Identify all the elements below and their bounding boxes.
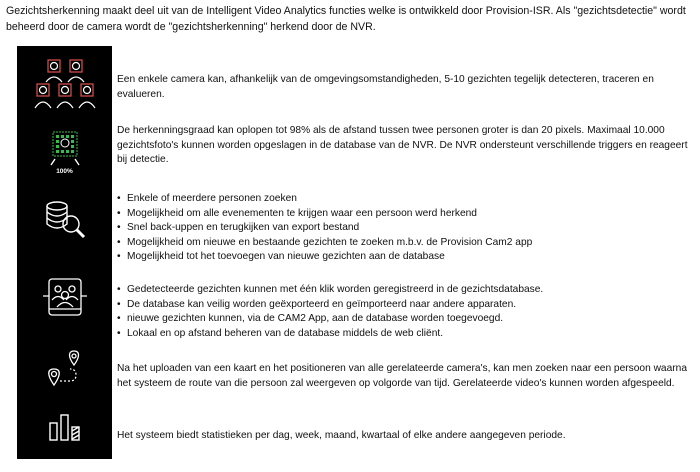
row-5-text xyxy=(117,362,692,391)
list-item: • Mogelijkheid om alle evenementen te krijgen waar een persoon werd herkend xyxy=(117,207,692,222)
row-2-paragraph: De herkenningsgraad kan oplopen tot 98% als de afstand tussen twee personen groter is dan 20 pixels. Maximaal 10.000 gezichtsfoto's kunnen worden opgeslagen in de database van de NVR. De NVR ondersteunt verschillende triggers en reageert bij detectie. xyxy=(117,125,688,165)
statistics-icon xyxy=(17,402,112,452)
row-1-paragraph: Een enkele camera kan, afhankelijk van de omgevingsomstandigheden, 5-10 gezichten tegelijk detecteren, traceren en evalueren. xyxy=(117,74,654,100)
list-item: • De database kan veilig worden geëxporteerd en geïmporteerd naar andere apparaten. xyxy=(117,298,692,313)
list-item: • Mogelijkheid tot het toevoegen van nieuwe gezichten aan de database xyxy=(117,250,692,265)
row-6-paragraph: Het systeem biedt statistieken per dag, week, maand, kwartaal of elke andere aangegeven periode. xyxy=(117,430,566,441)
row-3-text xyxy=(117,192,692,265)
list-item: • nieuwe gezichten kunnen, via de CAM2 App, aan de database worden toegevoegd. xyxy=(117,312,692,327)
tablet-group-icon xyxy=(17,268,112,326)
list-item: • Gedetecteerde gezichten kunnen met één klik worden geregistreerd in de gezichtsdatabase. xyxy=(117,283,692,298)
route-map-icon xyxy=(17,342,112,394)
list-item: • Mogelijkheid om nieuwe en bestaande gezichten te zoeken m.b.v. de Provision Cam2 app xyxy=(117,236,692,251)
list-item: • Snel back-uppen en terugkijken van export bestand xyxy=(117,221,692,236)
face-recognition-icon xyxy=(17,126,112,182)
row-6-text xyxy=(117,429,692,444)
row-3-bullet-list xyxy=(117,192,692,265)
row-1-text xyxy=(117,73,692,102)
icon-column xyxy=(17,46,112,459)
row-4-bullet-list xyxy=(117,283,692,341)
list-item: • Enkele of meerdere personen zoeken xyxy=(117,192,692,207)
row-5-paragraph: Na het uploaden van een kaart en het positioneren van alle gerelateerde camera's, kan men zoeken naar een persoon waarna het systeem de route van die persoon zal weergeven op volgorde van tijd. Gerelateerde video's kunnen worden afgespeeld. xyxy=(117,363,687,389)
intro-paragraph: Gezichtsherkenning maakt deel uit van de Intelligent Video Analytics functies welke is ontwikkeld door Provision-ISR. Als "gezichtsdetectie" wordt beheerd door de camera wordt de "gezichtsherkenning" herkend door de NVR. xyxy=(6,5,686,33)
database-search-icon xyxy=(17,192,112,248)
recognition-percentage: 100% xyxy=(56,168,73,175)
people-detection-icon xyxy=(17,54,112,116)
list-item: • Lokaal en op afstand beheren van de database middels de web cliënt. xyxy=(117,327,692,342)
row-2-text xyxy=(117,124,692,168)
row-4-text xyxy=(117,283,692,341)
